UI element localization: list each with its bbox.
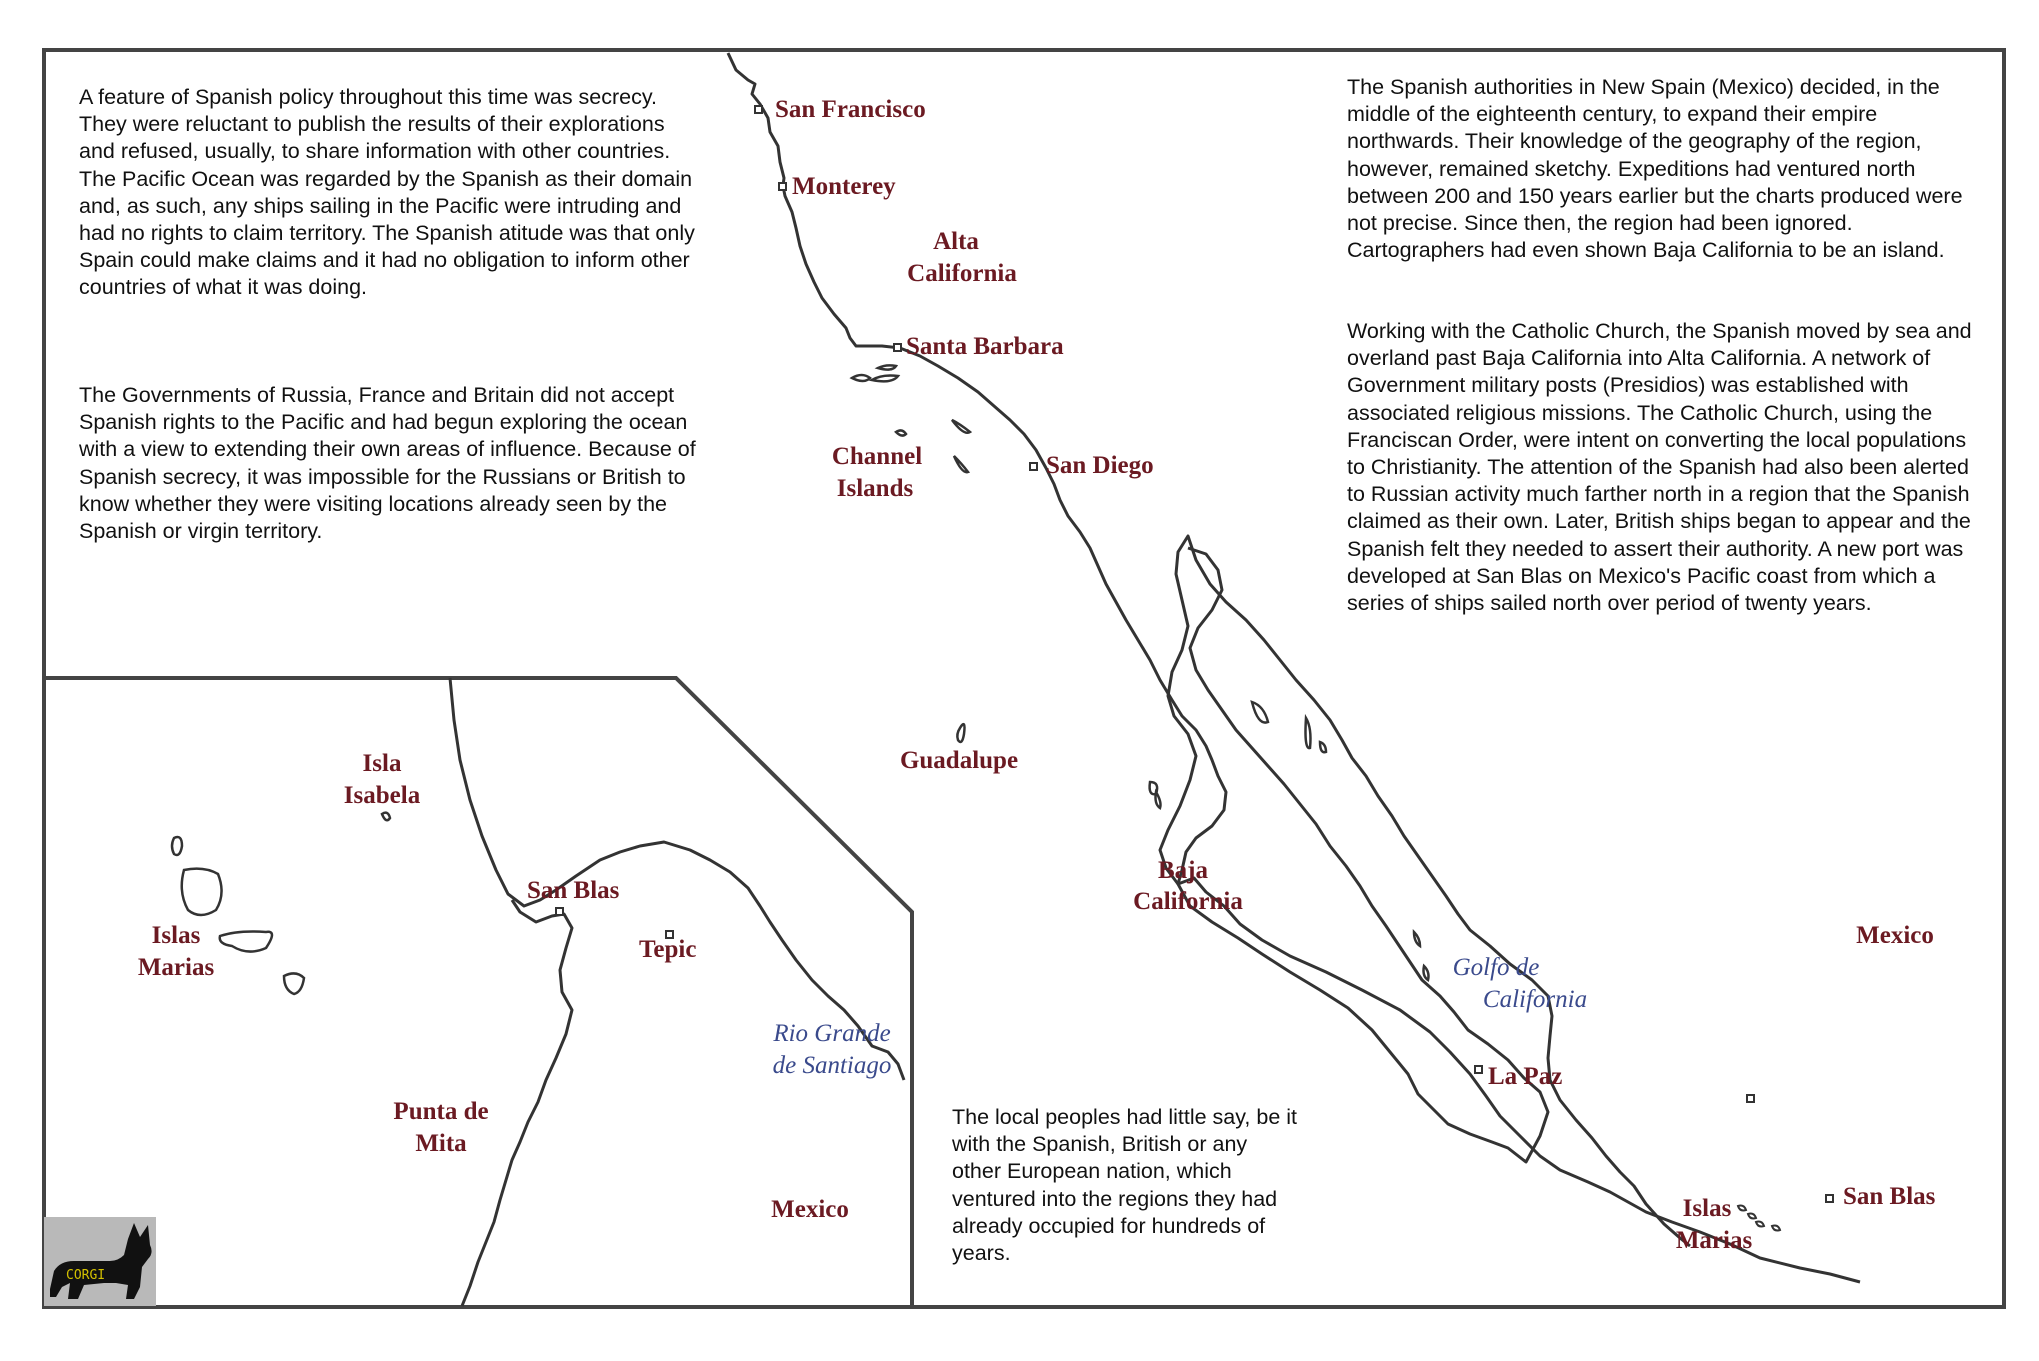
label-punta-de-mita-line1: Punta de (393, 1098, 489, 1125)
label-islas-marias-inset-line1: Islas (151, 922, 201, 949)
label-channel-islands-line2: Islands (836, 475, 914, 502)
label-baja-california-line2: California (1133, 888, 1243, 915)
label-islas-marias-main-line1: Islas (1682, 1195, 1732, 1222)
label-baja-california-line1: Baja (1158, 857, 1208, 884)
label-san-blas-main: San Blas (1843, 1183, 1936, 1210)
label-islas-marias-inset-line2: Marias (137, 954, 215, 981)
corgi-logo-text: CORGI (66, 1268, 106, 1283)
spanish-secrecy-paragraph-2: The Governments of Russia, France and Britain did not accept Spanish rights to the Pacific and had begun exploring the ocean with a view to extending their own areas of influence. Because of Spanish secrecy, it was impossible for the Russians or British to know whether they were visiting locations already seen by the Spanish or virgin territory. (79, 383, 696, 544)
label-islas-marias-main-line2: Marias (1675, 1227, 1753, 1254)
label-punta-de-mita-line2: Mita (415, 1130, 467, 1157)
label-golfo-de-california-line2: California (1482, 986, 1588, 1013)
guadalupe-island (957, 724, 964, 742)
label-la-paz: La Paz (1488, 1063, 1563, 1090)
label-guadalupe: Guadalupe (899, 747, 1019, 774)
label-mexico-inset: Mexico (771, 1196, 849, 1223)
label-san-blas-inset: San Blas (527, 877, 620, 904)
new-spain-paragraph-2: Working with the Catholic Church, the Spanish moved by sea and overland past Baja California into Alta California. A network of Government military posts (Presidios) was established with associated religious missions. The Catholic Church, using the Franciscan Order, were intent on converting the local populations to Christianity. The attention of the Spanish had also been alerted to Russian activity much farther north in a region that the Spanish claimed as their own. Later, British ships began to appear and the Spanish felt they needed to assert their authority. A new port was developed at San Blas on Mexico's Pacific coast from which a series of ships sailed north over period of twenty years. (1347, 319, 1972, 616)
label-mexico-main: Mexico (1856, 922, 1934, 949)
new-spain-paragraph-1: The Spanish authorities in New Spain (Mexico) decided, in the middle of the eighteenth century, to expand their empire northwards. Their knowledge of the geography of the region, however, remained sketchy. Expeditions had ventured north between 200 and 150 years earlier but the charts produced were not precise. Since then, the region had been ignored. Cartographers had even shown Baja California to be an island. (1347, 75, 1963, 263)
label-alta-california-line1: Alta (933, 228, 979, 255)
label-san-francisco: San Francisco (775, 96, 926, 123)
label-santa-barbara: Santa Barbara (906, 333, 1064, 360)
label-rio-grande-line1: Rio Grande (773, 1020, 891, 1047)
label-isla-isabela-line1: Isla (362, 750, 402, 777)
label-tepic: Tepic (639, 936, 697, 963)
corgi-dog-icon (44, 1217, 156, 1306)
corgi-logo (44, 1217, 156, 1306)
label-monterey: Monterey (792, 173, 896, 200)
label-isla-isabela-line2: Isabela (343, 782, 421, 809)
label-alta-california-line2: California (907, 260, 1017, 287)
label-san-diego: San Diego (1046, 452, 1154, 479)
label-golfo-de-california-line1: Golfo de (1452, 954, 1540, 981)
spanish-secrecy-paragraph-1: A feature of Spanish policy throughout this time was secrecy. They were reluctant to publish the results of their explorations and refused, usually, to share information with other countries. The Pacific Ocean was regarded by the Spanish as their domain and, as such, any ships sailing in the Pacific were intruding and had no rights to claim territory. The Spanish atitude was that only Spain could make claims and it had no obligation to inform other countries of what it was doing. (79, 85, 695, 300)
label-rio-grande-line2: de Santiago (772, 1052, 892, 1079)
label-channel-islands-line1: Channel (831, 443, 923, 470)
local-peoples-paragraph: The local peoples had little say, be it with the Spanish, British or any other European nation, which ventured into the regions they had already occupied for hundreds of years. (952, 1105, 1297, 1266)
